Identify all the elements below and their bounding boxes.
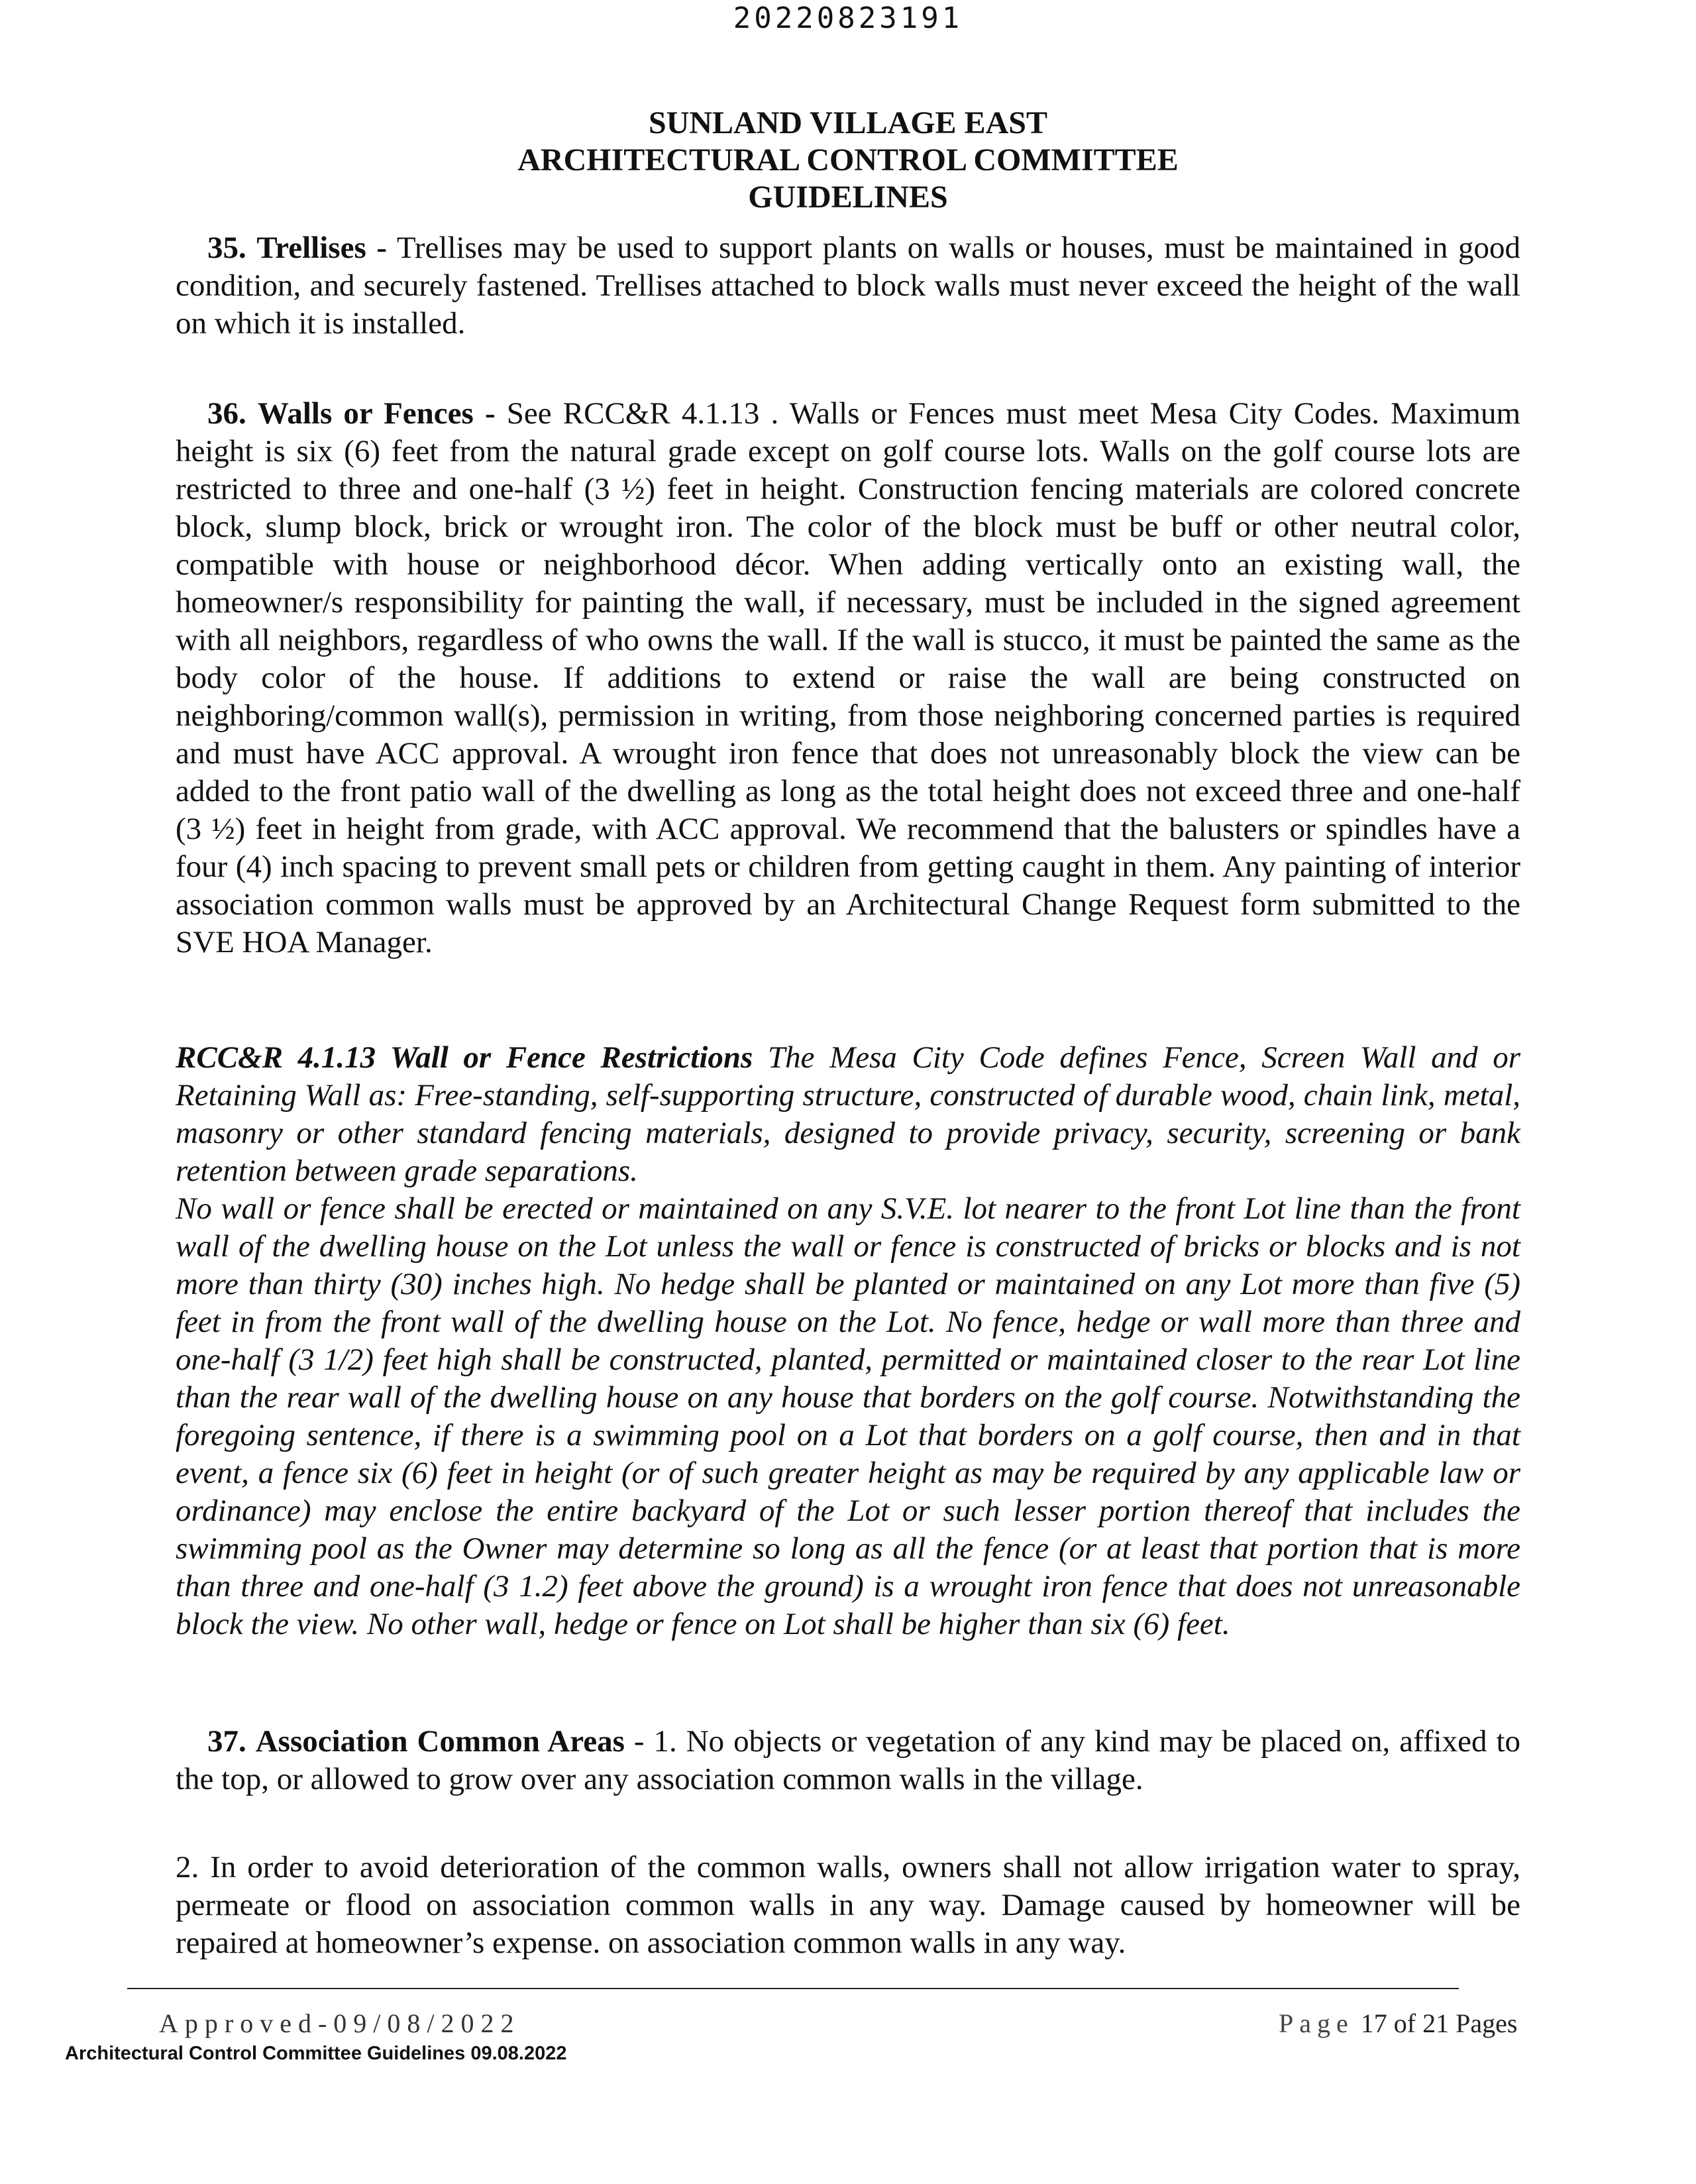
section-36-text: See RCC&R 4.1.13 . Walls or Fences must meet Mesa City Codes. Maximum height is six (6) feet from the natural grade except on golf course lots. Walls on the golf course lots are restricted to three and one-half (3 ½) feet in height. Construction fencing materials are colored concrete block, slump block, brick or wrought iron. The color of the block must be buff or other neutral color, compatible with house or neighborhood décor. When adding vertically onto an existing wall, the homeowner/s responsibility for painting the wall, if necessary, must be included in the signed agreement with all neighbors, regardless of who owns the wall. If the wall is stucco, it must be painted the same as the body color of the house. If additions to extend or raise the wall are being constructed on neighboring/common wall(s), permission in writing, from those neighboring concerned parties is required and must have ACC approval. A wrought iron fence that does not unreasonably block the view can be added to the front patio wall of the dwelling as long as the total height does not exceed three and one-half (3 ½) feet in height from grade, with ACC approval. We recommend that the balusters or spindles have a four (4) inch spacing to prevent small pets or children from getting caught in them. Any painting of interior association common walls must be approved by an Architectural Change Request form submitted to the SVE HOA Manager.: [176, 396, 1521, 959]
section-36: [176, 395, 1520, 961]
recording-number: 20220823191: [733, 1, 963, 35]
heading-line-3: GUIDELINES: [748, 180, 948, 215]
section-37-item-2-paragraph: 2. In order to avoid deterioration of the common walls, owners shall not allow irrigation water to spray, permeate or flood on association common walls in any way. Damage caused by homeowner will be repaired at homeowner’s expense. on association common walls in any way.: [176, 1850, 1520, 1960]
section-37: [176, 1723, 1520, 1798]
section-36-title: Walls or Fences -: [257, 396, 496, 431]
section-36-paragraph: [176, 395, 1520, 961]
footer-document-title: Architectural Control Committee Guidelines 09.08.2022: [65, 2043, 567, 2064]
footer-divider: [127, 1988, 1459, 1989]
rccr-title: RCC&R 4.1.13 Wall or Fence Restrictions: [176, 1040, 753, 1075]
section-35-paragraph: [176, 229, 1520, 343]
heading-line-2: ARCHITECTURAL CONTROL COMMITTEE: [517, 142, 1179, 178]
section-37-item-2: [176, 1849, 1520, 1962]
section-37-paragraph: [176, 1723, 1520, 1798]
rccr-paragraph-1: [176, 1039, 1520, 1190]
footer-page-of: 17 of 21 Pages: [1360, 2008, 1518, 2038]
section-36-number: 36.: [207, 396, 246, 431]
section-37-title: Association Common Areas: [255, 1724, 625, 1759]
footer-approved-date: Approved-09/08/2022: [159, 2008, 521, 2038]
section-35: [176, 229, 1520, 343]
rccr-paragraph-2: No wall or fence shall be erected or maintained on any S.V.E. lot nearer to the front Lot line than the front wall of the dwelling house on the Lot unless the wall or fence is constructed of bricks or blocks and is not more than thirty (30) inches high. No hedge shall be planted or maintained on any Lot more than five (5) feet in from the front wall of the dwelling house on the Lot. No fence, hedge or wall more than three and one-half (3 1/2) feet high shall be constructed, planted, permitted or maintained closer to the rear Lot line than the rear wall of the dwelling house on any house that borders on the golf course. Notwithstanding the foregoing sentence, if there is a swimming pool on a Lot that borders on a golf course, then and in that event, a fence six (6) feet in height (or of such greater height as may be required by any applicable law or ordinance) may enclose the entire backyard of the Lot or such lesser portion thereof that includes the swimming pool as the Owner may determine so long as all the fence (or at least that portion that is more than three and one-half (3 1.2) feet above the ground) is a wrought iron fence that does not unreasonable block the view. No other wall, hedge or fence on Lot shall be higher than six (6) feet.: [176, 1191, 1520, 1641]
section-35-text: Trellises may be used to support plants on walls or houses, must be maintained in good condition, and securely fastened. Trellises attached to block walls must never exceed the height of the wall on which it is installed.: [176, 231, 1520, 341]
section-37-text: - 1. No objects or vegetation of any kind may be placed on, affixed to the top, or allowed to grow over any association common walls in the village.: [176, 1724, 1521, 1796]
heading-line-1: SUNLAND VILLAGE EAST: [649, 105, 1047, 140]
section-35-title: Trellises -: [256, 231, 388, 265]
rccr-section: [176, 1039, 1520, 1643]
footer-page-number: [1279, 2008, 1517, 2039]
section-35-number: 35.: [207, 231, 246, 265]
footer-page-word: Page: [1279, 2008, 1354, 2038]
page-heading: [0, 105, 1696, 216]
rccr-text-1: The Mesa City Code defines Fence, Screen Wall and or Retaining Wall as: Free-standing, self-supporting structure, constructed of durable wood, chain link, metal, masonry or other standard fencing materials, designed to provide privacy, security, screening or bank retention between grade separations.: [176, 1040, 1520, 1188]
section-37-number: 37.: [207, 1724, 246, 1759]
